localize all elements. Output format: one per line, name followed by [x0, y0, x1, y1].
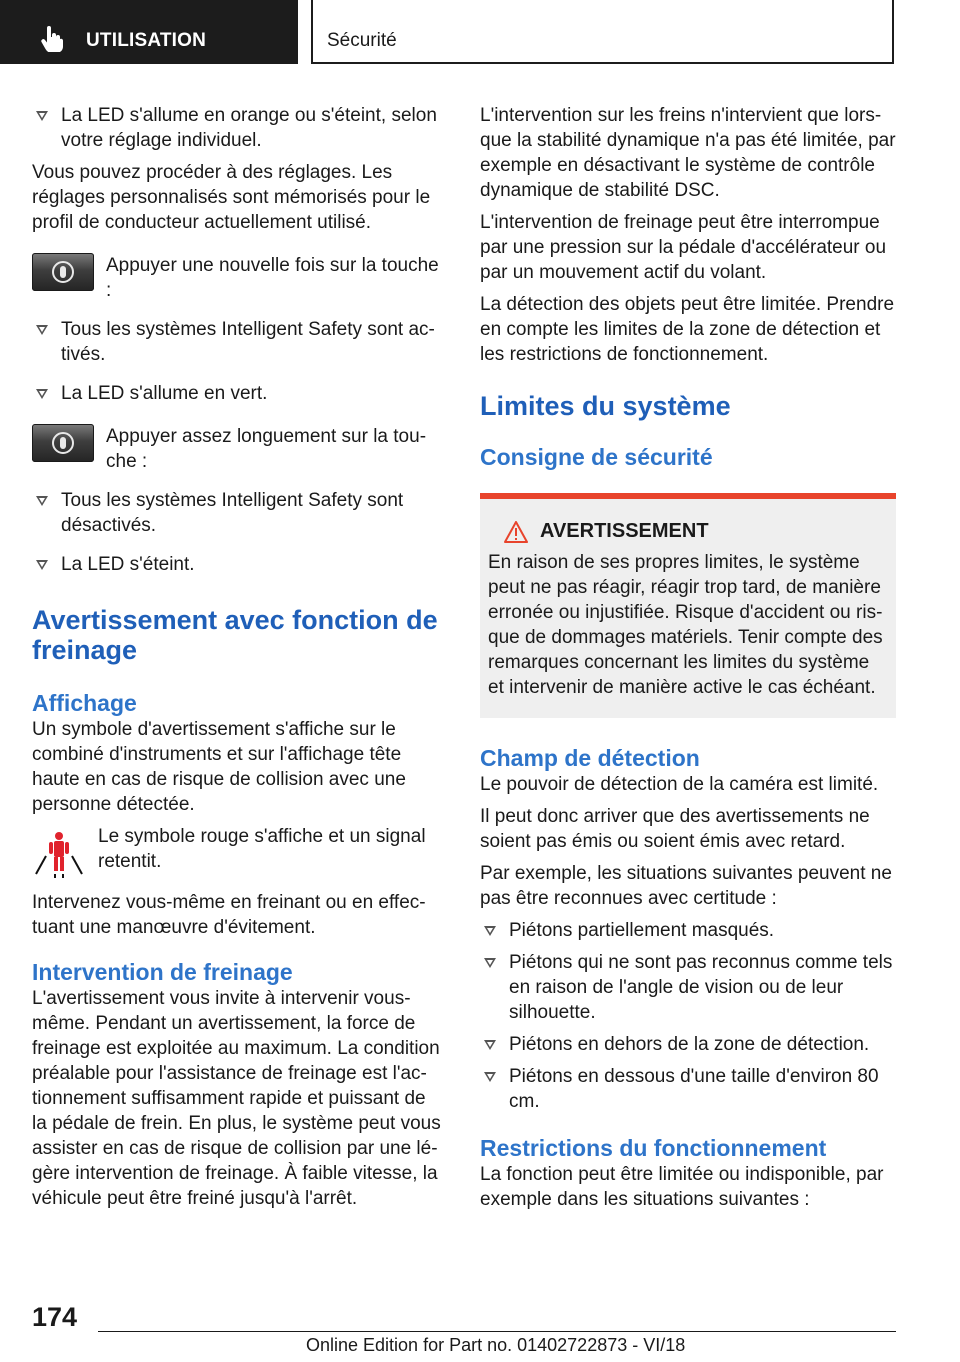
- header-subsection-box: [311, 0, 894, 64]
- triangle-bullet-icon: [484, 958, 496, 968]
- subsection-heading: Intervention de freinage: [32, 959, 293, 985]
- page-number: 174: [32, 1302, 78, 1332]
- subsection-heading: Affichage: [32, 690, 137, 716]
- warning-text: En raison de ses propres limites, le système peut ne pas réagir, réagir trop tard, de manière erronée ou injustifiée. Risque d'accident ou risque de dommages matériels. Tenir compte des remarques concernant les limites du système et intervenir de manière active le cas échéant.: [488, 552, 883, 698]
- section-heading: Avertissement avec fonction de freinage: [32, 605, 438, 665]
- intelligent-safety-button-icon: [32, 253, 94, 291]
- triangle-bullet-icon: [36, 496, 48, 506]
- list-item: Tous les systèmes Intelligent Safety sont activés.: [32, 317, 444, 367]
- instruction-row: [32, 253, 444, 303]
- section-label: UTILISATION: [86, 30, 207, 51]
- right-column: [480, 103, 896, 1219]
- triangle-bullet-icon: [484, 926, 496, 936]
- list-item: La LED s'allume en orange ou s'éteint, selon votre réglage individuel.: [32, 103, 444, 153]
- left-column: [32, 103, 444, 1218]
- pedestrian-warning-icon: [32, 824, 86, 878]
- triangle-bullet-icon: [484, 1072, 496, 1082]
- triangle-bullet-icon: [36, 389, 48, 399]
- triangle-bullet-icon: [36, 111, 48, 121]
- warning-box: [480, 493, 896, 718]
- paragraph: L'avertissement vous invite à intervenir vous-même. Pendant un avertissement, la force de freinage est exploitée au maximum. La condition préalable pour l'assistance de freinage est l'actionnement suffisamment rapide et puissant de la pédale de frein. En plus, le système peut vous assister en cas de risque de collision par une légère intervention de freinage. À faible vitesse, la véhicule peut être freiné jusqu'à l'arrêt.: [32, 988, 441, 1209]
- list-item: La LED s'allume en vert.: [32, 381, 444, 406]
- paragraph: L'intervention sur les freins n'intervient que lorsque la stabilité dynamique n'a pas été limitée, par exemple en désactivant le système de contrôle dynamique de stabilité DSC.: [480, 105, 896, 201]
- instruction-text: Appuyer assez longuement sur la touche :: [106, 426, 427, 472]
- paragraph: Un symbole d'avertissement s'affiche sur le combiné d'instruments et sur l'affichage tête haute en cas de risque de collision avec une personne détectée.: [32, 719, 406, 815]
- warning-triangle-icon: [504, 521, 528, 543]
- list-item: Piétons en dessous d'une taille d'environ 80 cm.: [480, 1064, 896, 1114]
- edition-note: Online Edition for Part no. 01402722873 - VI/18: [306, 1335, 686, 1355]
- hand-pointer-icon: [40, 26, 64, 52]
- header-section-tab: [0, 0, 298, 64]
- instruction-row: [32, 824, 444, 878]
- list-item: Piétons partiellement masqués.: [480, 918, 896, 943]
- subsection-heading: Restrictions du fonctionnement: [480, 1135, 827, 1161]
- instruction-row: [32, 424, 444, 474]
- paragraph: Vous pouvez procéder à des réglages. Les réglages personnalisés sont mémorisés pour le profil de conducteur actuellement utilisé.: [32, 162, 431, 233]
- paragraph: Intervenez vous-même en freinant ou en effectuant une manœuvre d'évitement.: [32, 892, 426, 938]
- paragraph: Le pouvoir de détection de la caméra est limité.: [480, 774, 879, 795]
- paragraph: Il peut donc arriver que des avertissements ne soient pas émis ou soient émis avec retard.: [480, 806, 870, 852]
- triangle-bullet-icon: [36, 560, 48, 570]
- intelligent-safety-button-icon: [32, 424, 94, 462]
- footer-divider: [98, 1331, 896, 1332]
- subsection-heading: Consigne de sécurité: [480, 444, 713, 470]
- paragraph: La fonction peut être limitée ou indisponible, par exemple dans les situations suivantes :: [480, 1164, 884, 1210]
- triangle-bullet-icon: [36, 325, 48, 335]
- subsection-heading: Champ de détection: [480, 745, 700, 771]
- instruction-text: Appuyer une nouvelle fois sur la touche :: [106, 255, 439, 301]
- list-item: Tous les systèmes Intelligent Safety sont désactivés.: [32, 488, 444, 538]
- subsection-label: Sécurité: [327, 30, 397, 51]
- warning-title: AVERTISSEMENT: [488, 519, 888, 544]
- paragraph: L'intervention de freinage peut être interrompue par une pression sur la pédale d'accélérateur ou par un mouvement actif du volant.: [480, 212, 887, 283]
- list-item: Piétons qui ne sont pas reconnus comme tels en raison de l'angle de vision ou de leur silhouette.: [480, 950, 896, 1025]
- list-item: La LED s'éteint.: [32, 552, 444, 577]
- list-item: Piétons en dehors de la zone de détection.: [480, 1032, 896, 1057]
- paragraph: La détection des objets peut être limitée. Prendre en compte les limites de la zone de détection et les restrictions de fonctionnement.: [480, 294, 895, 365]
- triangle-bullet-icon: [484, 1040, 496, 1050]
- paragraph: Par exemple, les situations suivantes peuvent ne pas être reconnues avec certitude :: [480, 863, 892, 909]
- instruction-text: Le symbole rouge s'affiche et un signal retentit.: [98, 826, 426, 872]
- section-heading: Limites du système: [480, 391, 731, 421]
